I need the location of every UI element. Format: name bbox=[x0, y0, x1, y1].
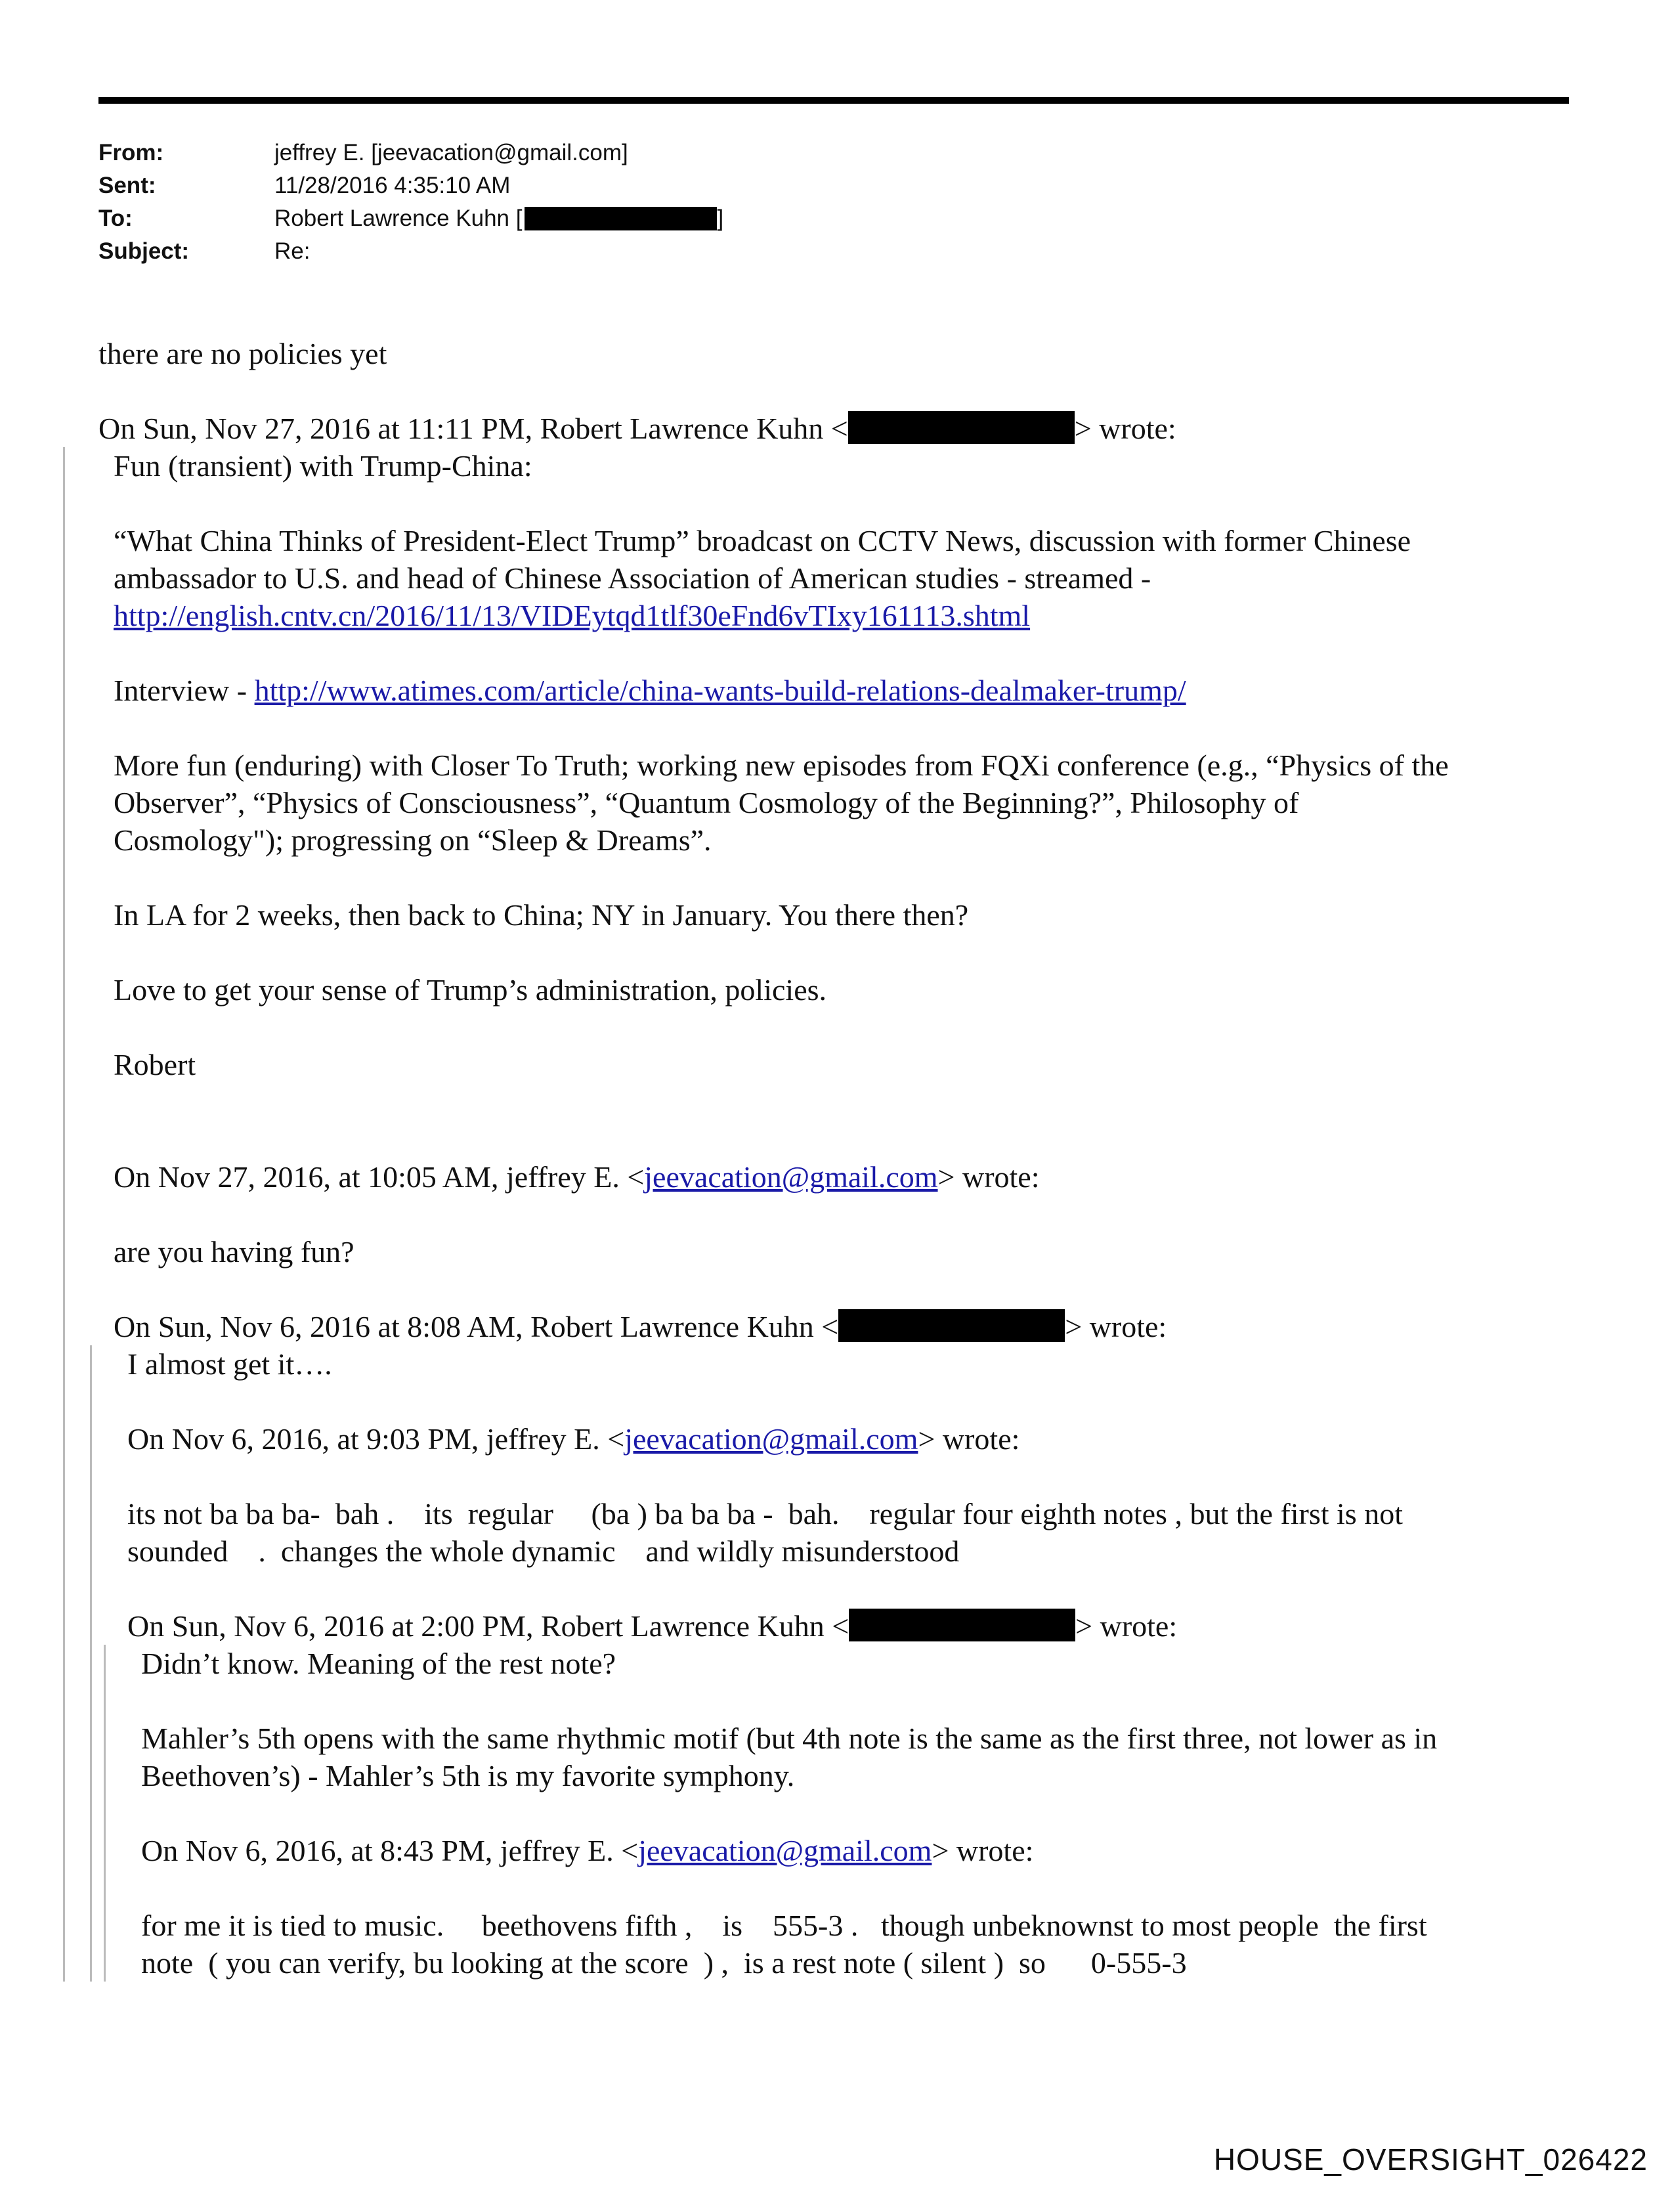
msg4-body-line2: note ( you can verify, bu looking at the score ) , is a rest note ( silent ) so 0-555-3 bbox=[141, 1946, 1187, 1980]
attribution-3 bbox=[114, 1308, 1569, 1345]
from-value: jeffrey E. [jeevacation@gmail.com] bbox=[274, 140, 628, 165]
redaction-box bbox=[849, 1609, 1075, 1641]
email-link[interactable]: jeevacation@gmail.com bbox=[638, 1834, 932, 1867]
email-header bbox=[98, 137, 723, 268]
redaction-box bbox=[838, 1309, 1065, 1342]
msg3-line1: I almost get it…. bbox=[127, 1347, 332, 1381]
email-link[interactable]: jeevacation@gmail.com bbox=[624, 1422, 918, 1456]
msg4-line1: Didn’t know. Meaning of the rest note? bbox=[141, 1647, 616, 1680]
msg1-para1-line1: “What China Thinks of President-Elect Trump” broadcast on CCTV News, discussion with former Chinese bbox=[114, 524, 1411, 557]
msg1-para2-line3: Cosmology"); progressing on “Sleep & Dreams”. bbox=[114, 823, 712, 857]
redaction-box bbox=[848, 411, 1075, 444]
msg1-para1-line2: ambassador to U.S. and head of Chinese Association of American studies - streamed - bbox=[114, 561, 1151, 595]
attribution-4-prefix: On Nov 6, 2016, at 9:03 PM, jeffrey E. < bbox=[127, 1422, 625, 1456]
header-from-row bbox=[98, 137, 723, 169]
reply-text: there are no policies yet bbox=[98, 337, 387, 370]
email-body bbox=[98, 335, 1569, 1982]
subject-value: Re: bbox=[274, 238, 311, 264]
attribution-1-prefix: On Sun, Nov 27, 2016 at 11:11 PM, Robert Lawrence Kuhn < bbox=[98, 412, 848, 445]
msg1-signature: Robert bbox=[114, 1048, 196, 1081]
header-sent-row bbox=[98, 169, 723, 202]
to-suffix: ] bbox=[717, 206, 724, 231]
msg3-body-line2: sounded . changes the whole dynamic and wildly misunderstood bbox=[127, 1534, 960, 1568]
msg1-para3: In LA for 2 weeks, then back to China; NY in January. You there then? bbox=[114, 898, 969, 932]
attribution-4 bbox=[127, 1420, 1569, 1458]
interview-label: Interview - bbox=[114, 674, 255, 707]
attribution-2-prefix: On Nov 27, 2016, at 10:05 AM, jeffrey E. < bbox=[114, 1160, 645, 1194]
to-value-wrap bbox=[274, 202, 723, 235]
quoted-message-1 bbox=[63, 447, 1569, 1982]
msg4-para-line2: Beethoven’s) - Mahler’s 5th is my favorite symphony. bbox=[141, 1759, 795, 1792]
to-value: Robert Lawrence Kuhn [ bbox=[274, 206, 523, 231]
msg1-line1: Fun (transient) with Trump-China: bbox=[114, 449, 532, 483]
sent-value: 11/28/2016 4:35:10 AM bbox=[274, 173, 511, 198]
attribution-3-suffix: > wrote: bbox=[1065, 1310, 1167, 1343]
attribution-6-suffix: > wrote: bbox=[932, 1834, 1034, 1867]
msg1-para2-line2: Observer”, “Physics of Consciousness”, “Quantum Cosmology of the Beginning?”, Philosophy of bbox=[114, 786, 1299, 819]
attribution-5-suffix: > wrote: bbox=[1075, 1609, 1178, 1643]
subject-label: Subject: bbox=[98, 238, 190, 264]
msg1-para4: Love to get your sense of Trump’s administration, policies. bbox=[114, 973, 827, 1007]
bates-number: HOUSE_OVERSIGHT_026422 bbox=[1213, 2142, 1648, 2177]
msg2-text: are you having fun? bbox=[114, 1235, 354, 1269]
quoted-message-2 bbox=[90, 1345, 1569, 1982]
redaction-box bbox=[525, 207, 717, 230]
cctv-link[interactable]: http://english.cntv.cn/2016/11/13/VIDEytqd1tlf30eFnd6vTIxy161113.shtml bbox=[114, 599, 1031, 632]
attribution-6 bbox=[141, 1832, 1569, 1869]
to-label: To: bbox=[98, 206, 133, 231]
attribution-2 bbox=[114, 1158, 1569, 1196]
attribution-1-suffix: > wrote: bbox=[1074, 412, 1176, 445]
msg1-para2-line1: More fun (enduring) with Closer To Truth; working new episodes from FQXi conference (e.g., “Physics of the bbox=[114, 748, 1449, 782]
attribution-2-suffix: > wrote: bbox=[937, 1160, 1040, 1194]
msg4-body-line1: for me it is tied to music. beethovens fifth , is 555-3 . though unbeknownst to most people the first bbox=[141, 1909, 1427, 1942]
cctv-link-line bbox=[114, 597, 1569, 634]
header-subject-row bbox=[98, 235, 723, 268]
attribution-5 bbox=[127, 1607, 1569, 1645]
header-to-row bbox=[98, 202, 723, 235]
atimes-link[interactable]: http://www.atimes.com/article/china-wants-build-relations-dealmaker-trump/ bbox=[254, 674, 1186, 707]
attribution-5-prefix: On Sun, Nov 6, 2016 at 2:00 PM, Robert Lawrence Kuhn < bbox=[127, 1609, 849, 1643]
header-rule bbox=[98, 97, 1569, 104]
attribution-4-suffix: > wrote: bbox=[918, 1422, 1020, 1456]
quoted-message-3 bbox=[104, 1645, 1569, 1982]
attribution-6-prefix: On Nov 6, 2016, at 8:43 PM, jeffrey E. < bbox=[141, 1834, 639, 1867]
msg4-para-line1: Mahler’s 5th opens with the same rhythmic motif (but 4th note is the same as the first three, not lower as in bbox=[141, 1722, 1438, 1755]
msg3-body-line1: its not ba ba ba- bah . its regular (ba ) ba ba ba - bah. regular four eighth notes , but the first is not bbox=[127, 1497, 1403, 1530]
from-label: From: bbox=[98, 140, 164, 165]
attribution-3-prefix: On Sun, Nov 6, 2016 at 8:08 AM, Robert Lawrence Kuhn < bbox=[114, 1310, 839, 1343]
sent-label: Sent: bbox=[98, 173, 156, 198]
attribution-1 bbox=[98, 410, 1569, 447]
email-link[interactable]: jeevacation@gmail.com bbox=[644, 1160, 938, 1194]
interview-line bbox=[114, 672, 1569, 709]
